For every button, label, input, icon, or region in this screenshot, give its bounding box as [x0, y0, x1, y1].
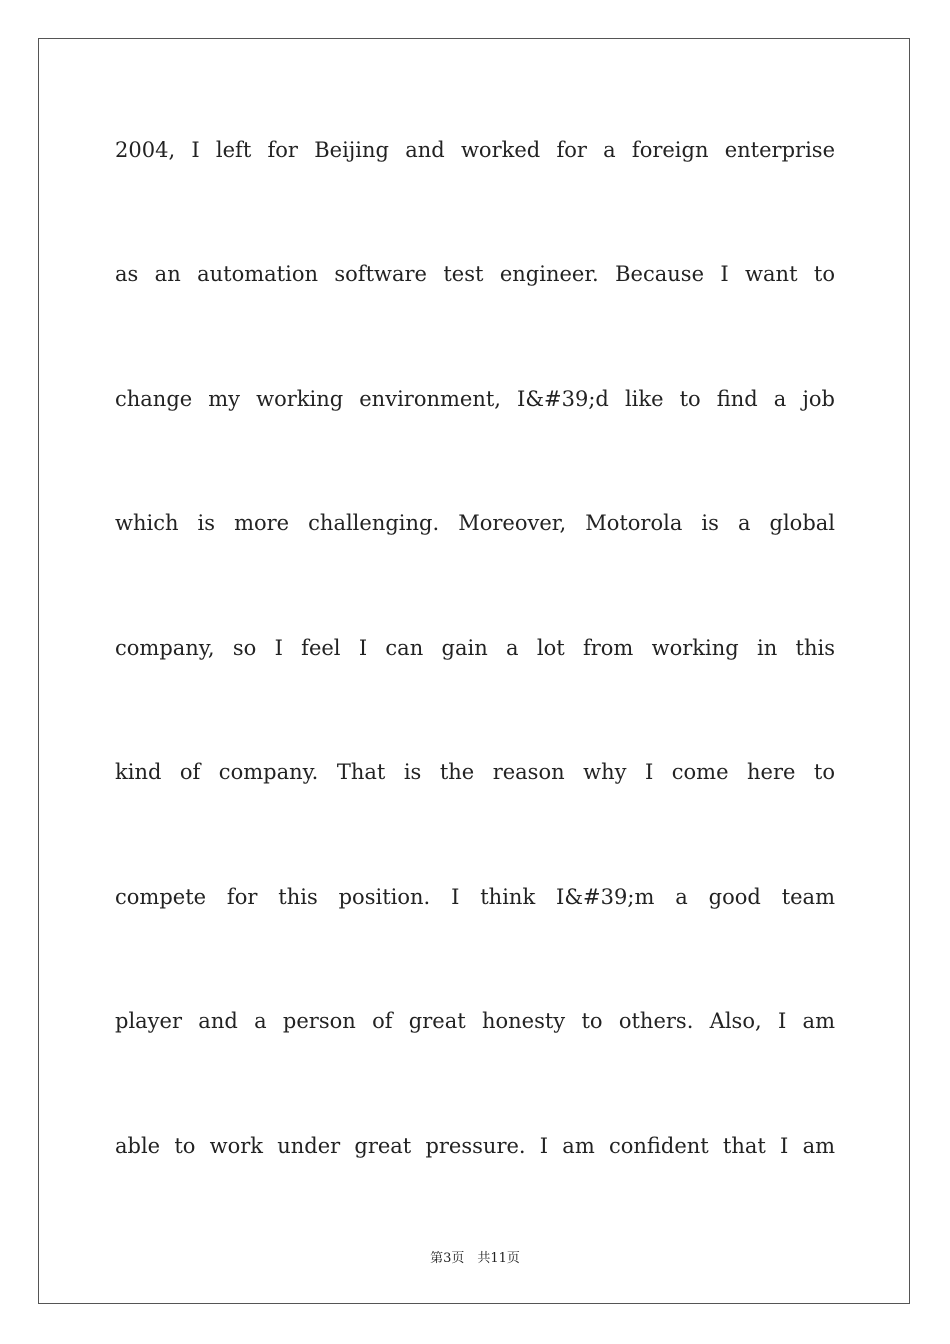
page-number: 第3页 共11页	[430, 1251, 520, 1266]
text-line: able to work under great pressure. I am confident that I am	[115, 1134, 835, 1158]
text-line: compete for this position. I think I&#39;m a good team	[115, 885, 835, 909]
text-line: change my working environment, I&#39;d like to find a job	[115, 387, 835, 411]
text-line: player and a person of great honesty to others. Also, I am	[115, 1009, 835, 1033]
page-frame	[38, 38, 910, 1304]
text-line: kind of company. That is the reason why I come here to	[115, 760, 835, 784]
text-line: which is more challenging. Moreover, Motorola is a global	[115, 511, 835, 535]
text-line: company, so I feel I can gain a lot from working in this	[115, 636, 835, 660]
text-line: as an automation software test engineer. Because I want to	[115, 262, 835, 286]
text-line: 2004, I left for Beijing and worked for a foreign enterprise	[115, 138, 835, 162]
